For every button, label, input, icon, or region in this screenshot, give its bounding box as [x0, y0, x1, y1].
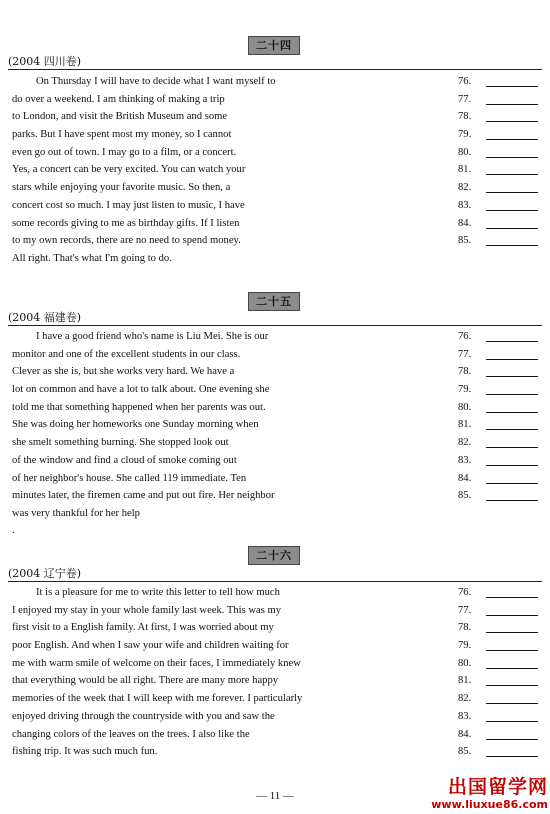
answer-number: 76.: [458, 331, 472, 342]
passage-line: of her neighbor's house. She called 119 immediate. Ten: [12, 472, 247, 484]
passage-line: I have a good friend who's name is Liu Mei. She is our: [36, 331, 269, 342]
source-label-liaoning: (2004 辽宁卷): [8, 567, 82, 580]
answer-blank[interactable]: [458, 584, 540, 602]
answer-number: 79.: [458, 640, 472, 652]
passage-line: On Thursday I will have to decide what I want myself to: [36, 76, 276, 87]
passage-line: It is a pleasure for me to write this letter to tell how much: [36, 587, 280, 598]
answer-number: 78.: [458, 111, 472, 123]
answer-number: 78.: [458, 622, 472, 634]
answer-blank[interactable]: [458, 602, 540, 620]
answer-blank[interactable]: [458, 161, 540, 179]
passage-line: to London, and visit the British Museum and some: [12, 111, 228, 123]
answer-number: 80.: [458, 401, 472, 413]
answer-blank[interactable]: [458, 743, 540, 761]
answer-blank[interactable]: [458, 381, 540, 399]
answer-blank[interactable]: [458, 470, 540, 488]
answer-number: 84.: [458, 728, 472, 740]
answer-number: 83.: [458, 710, 472, 722]
answer-blank[interactable]: [458, 672, 540, 690]
answer-number: 80.: [458, 146, 472, 158]
answer-blank[interactable]: [458, 215, 540, 233]
answer-number: 84.: [458, 472, 472, 484]
passage-line: first visit to a English family. At first, I was worried about my: [12, 622, 274, 634]
passage-line: that everything would be all right. There are many more happy: [12, 675, 279, 687]
answer-number: 76.: [458, 587, 472, 598]
answer-blanks-26: [458, 584, 540, 761]
passage-line: Yes, a concert can be very excited. You can watch your: [12, 164, 246, 176]
answer-number: 85.: [458, 746, 472, 758]
source-divider: [8, 581, 542, 582]
passage-25: [12, 328, 392, 523]
answer-blank[interactable]: [458, 708, 540, 726]
answer-number: 79.: [458, 129, 472, 141]
passage-line: me with warm smile of welcome on their faces, I immediately knew: [12, 657, 301, 669]
answer-number: 82.: [458, 437, 472, 449]
answer-number: 79.: [458, 384, 472, 396]
answer-number: 77.: [458, 348, 472, 360]
passage-line: lot on common and have a lot to talk about. One evening she: [12, 384, 270, 396]
answer-blank[interactable]: [458, 232, 540, 250]
answer-number: 85.: [458, 235, 472, 247]
answer-number: 77.: [458, 93, 472, 105]
passage-line: monitor and one of the excellent students in our class.: [12, 348, 241, 360]
answer-blank[interactable]: [458, 637, 540, 655]
answer-blank[interactable]: [458, 144, 540, 162]
passage-line: do over a weekend. I am thinking of making a trip: [12, 93, 225, 105]
answer-blank[interactable]: [458, 690, 540, 708]
answer-number: 78.: [458, 366, 472, 378]
answer-number: 82.: [458, 693, 472, 705]
answer-blank[interactable]: [458, 399, 540, 417]
answer-number: 76.: [458, 76, 472, 87]
answer-number: 81.: [458, 164, 472, 176]
section-badge-25: 二十五: [248, 292, 300, 311]
answer-blank[interactable]: [458, 434, 540, 452]
passage-24: [12, 73, 392, 268]
section-badge-26: 二十六: [248, 546, 300, 565]
answer-blank[interactable]: [458, 73, 540, 91]
passage-line: of the window and find a cloud of smoke coming out: [12, 454, 237, 466]
answer-blank[interactable]: [458, 726, 540, 744]
answer-blank[interactable]: [458, 328, 540, 346]
answer-number: 80.: [458, 657, 472, 669]
source-label-sichuan: (2004 四川卷): [8, 55, 82, 68]
source-label-fujian: (2004 福建卷): [8, 311, 82, 324]
answer-blanks-25: [458, 328, 540, 505]
answer-blank[interactable]: [458, 452, 540, 470]
passage-line: told me that something happened when her parents was out.: [12, 401, 266, 413]
section-badge-24: 二十四: [248, 36, 300, 55]
passage-line: some records giving to me as birthday gifts. If I listen: [12, 217, 240, 229]
passage-line: concert cost so much. I may just listen to music, I have: [12, 199, 245, 211]
passage-line: enjoyed driving through the countryside with you and saw the: [12, 710, 275, 722]
answer-blanks-24: [458, 73, 540, 250]
answer-blank[interactable]: [458, 197, 540, 215]
passage-line: Clever as she is, but she works very hard. We have a: [12, 366, 235, 378]
passage-26: [12, 584, 392, 761]
passage-line: was very thankful for her help: [12, 507, 140, 519]
passage-line: fishing trip. It was such much fun.: [12, 746, 158, 758]
answer-blank[interactable]: [458, 108, 540, 126]
watermark-url: www.liuxue86.com: [431, 798, 548, 811]
passage-line: she smelt something burning. She stopped look out: [12, 437, 229, 449]
passage-line: She was doing her homeworks one Sunday morning when: [12, 419, 259, 431]
answer-blank[interactable]: [458, 126, 540, 144]
answer-number: 85.: [458, 490, 472, 502]
passage-line: memories of the week that I will keep with me forever. I particularly: [12, 693, 303, 705]
answer-blank[interactable]: [458, 91, 540, 109]
site-watermark: [398, 776, 548, 812]
answer-number: 83.: [458, 454, 472, 466]
answer-blank[interactable]: [458, 179, 540, 197]
passage-line: I enjoyed my stay in your whole family last week. This was my: [12, 604, 282, 616]
answer-number: 81.: [458, 419, 472, 431]
answer-blank[interactable]: [458, 487, 540, 505]
answer-blank[interactable]: [458, 619, 540, 637]
source-divider: [8, 69, 542, 70]
source-divider: [8, 325, 542, 326]
passage-line: parks. But I have spent most my money, so I cannot: [12, 129, 232, 141]
passage-line: minutes later, the firemen came and put out fire. Her neighbor: [12, 490, 275, 502]
answer-blank[interactable]: [458, 655, 540, 673]
answer-blank[interactable]: [458, 363, 540, 381]
passage-line: to my own records, there are no need to spend money.: [12, 235, 241, 247]
passage-line: even go out of town. I may go to a film, or a concert.: [12, 146, 237, 158]
passage-line: changing colors of the leaves on the trees. I also like the: [12, 728, 250, 740]
passage-line: stars while enjoying your favorite music. So then, a: [12, 182, 231, 194]
answer-blank[interactable]: [458, 416, 540, 434]
answer-blank[interactable]: [458, 346, 540, 364]
answer-number: 83.: [458, 199, 472, 211]
trailing-mark: .: [12, 525, 15, 536]
answer-number: 84.: [458, 217, 472, 229]
passage-line: All right. That's what I'm going to do.: [12, 252, 172, 264]
answer-number: 81.: [458, 675, 472, 687]
passage-line: poor English. And when I saw your wife and children waiting for: [12, 640, 289, 652]
answer-number: 77.: [458, 604, 472, 616]
answer-number: 82.: [458, 182, 472, 194]
page-number: — 11 —: [255, 790, 295, 802]
watermark-title: 出国留学网: [447, 776, 548, 798]
